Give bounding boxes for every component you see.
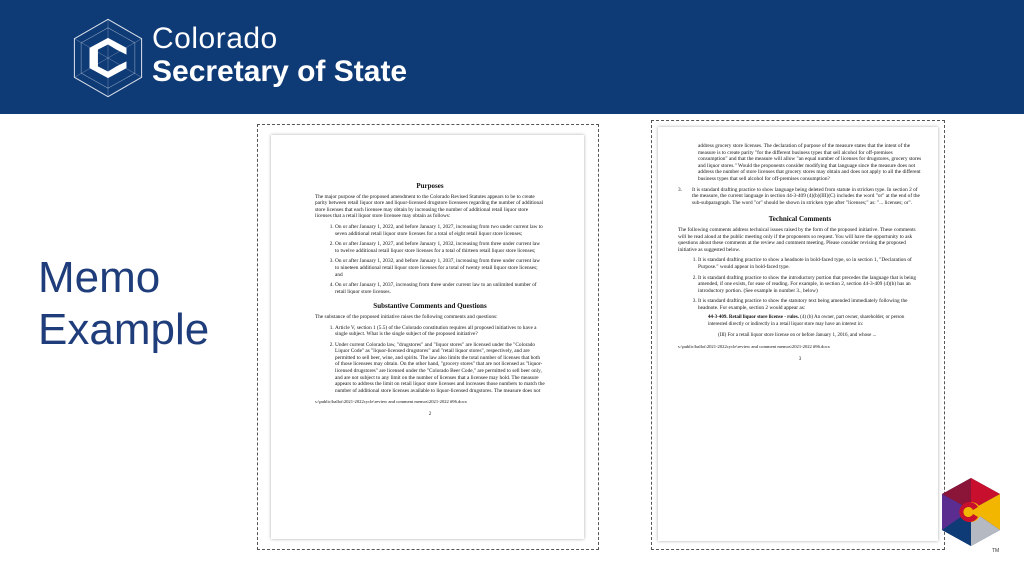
list-item: 1. Article V, section 1 (5.5) of the Colorado constitution requires all proposed initiatives to have a single subject. What is the single subject of the proposed initiative? <box>335 325 545 338</box>
slide-title-line2: Example <box>38 305 210 354</box>
slide-title <box>38 252 209 356</box>
technical-heading: Technical Comments <box>768 215 832 224</box>
purposes-heading: Purposes <box>416 182 444 190</box>
memo-page-2-content <box>315 181 545 419</box>
colorado-state-badge-icon <box>940 476 1002 556</box>
slide-title-line1: Memo <box>38 253 161 302</box>
list-item: 3. On or after January 1, 2032, and before January 1, 2037, increasing from three under current law to nineteen additional retail liquor store licenses for a total of twenty retail liquor store licenses; and <box>335 258 545 278</box>
substantive-heading: Substantive Comments and Questions <box>373 302 487 311</box>
memo-page-3-frame <box>651 120 945 550</box>
purposes-list <box>315 224 545 295</box>
page-footer-path: s:\public\ballot\2021-2022cycle\review and comment memos\2021-2022 #96.docx <box>315 399 467 405</box>
memo-page-3 <box>658 127 938 541</box>
memo-page-3-content <box>678 143 922 363</box>
statute-example <box>678 315 922 328</box>
list-item: 2. Under current Colorado law, "drugstores" and "liquor stores" are licensed under the "Colorado Liquor Code" as "liquor-licensed drugstores" and "retail liquor stores", respectively, and are permitted to sell beer, wine, and spirits. The law also limits the total number of licenses that both of those licensees may obtain. On the other hand, "grocery stores" that are not licensed as "liquor-licensed drugstores" are licensed under the "Colorado Beer Code," are permitted to sell beer only, and are not subject to any limit on the number of licenses that a licensee may hold. The measure appears to address the limit on retail liquor store licenses and increases those numbers to match the number of additional store licenses available to liquor-licensed drugstores. The measure does not <box>335 342 545 395</box>
statute-text: (4) (b) An owner, part owner, shareholder, or person interested directly or indirectly in a retail liquor store may have an interest in: <box>708 315 905 328</box>
item-3-text: It is standard drafting practice to show language being deleted from statute in stricken type. In section 2 of the measure, the current language in section 44-3-409 (4)(b)(III)(C) includes the word "or" at the end of the sub-subparagraph. The word "or" should be shown in stricken type after "licenses;" as: "... licenses; or". <box>692 186 920 206</box>
statute-headnote: 44-3-409. Retail liquor store license - rules. <box>708 315 799 321</box>
colorado-c-logo-icon <box>66 16 150 100</box>
purposes-intro: The major purpose of the proposed amendment to the Colorado Revised Statutes appears to be to create parity between retail liquor store and liquor-licensed drugstore licensees regarding the number of additional store licenses that each licensee may obtain by increasing the number of additional retail liquor store licenses that a retail liquor store licensee may obtain as follows: <box>315 193 544 220</box>
list-item: 1. It is standard drafting practice to show a headnote in bold-faced type, so in section 1, "Declaration of Purpose." would appear in bold-faced type. <box>698 257 922 270</box>
page-number: 2 <box>428 412 432 418</box>
list-item: 3. It is standard drafting practice to show the statutory text being amended immediately following the headnote. For example, section 2 would appear as: <box>698 298 922 311</box>
item-3-number: 3. <box>678 186 682 193</box>
brand-name-secretary-of-state: Secretary of State <box>152 55 408 88</box>
list-item: 1. On or after January 1, 2022, and before January 1, 2027, increasing from two under current law to seven additional retail liquor store licenses for a total of eight retail liquor store licenses; <box>335 224 545 237</box>
list-item: 4. On or after January 1, 2037, increasing from three under current law to an unlimited number of retail liquor store licenses. <box>335 282 545 295</box>
page-number: 3 <box>798 356 802 362</box>
trademark-mark: TM <box>992 548 1000 554</box>
brand-name-colorado: Colorado <box>152 22 278 55</box>
memo-page-2-frame <box>257 124 599 550</box>
technical-list <box>678 257 922 311</box>
list-item: 2. On or after January 1, 2027, and before January 1, 2032, increasing from three under current law to twelve additional retail liquor store licenses for a total of thirteen retail liquor store licenses; <box>335 241 545 254</box>
continuation-paragraph: address grocery store licenses. The declaration of purpose of the measure states that the intent of the measure is to create parity "for the different business types that sell alcohol for off-premises consumption" and that the measure will allow "an equal number of licenses for drugstores, grocery stores and liquor stores." Would the proponents consider modifying that language since the measure does not address the number of store licenses that grocery stores may obtain and does not apply to all the different business types that sell alcohol for off-premises consumption? <box>698 143 922 182</box>
memo-page-2 <box>271 135 584 539</box>
header-banner <box>0 0 1024 114</box>
list-item: 2. It is standard drafting practice to show the introductory portion that precedes the language that is being amended, if one exists, for ease of reading. For example, in section 2, section 44-3-409 (4)(b) has an introductory portion. (See example in number 3., below) <box>698 275 922 295</box>
substantive-intro: The substance of the proposed initiative raises the following comments and questions: <box>315 313 498 320</box>
statute-subsection: (III) For a retail liquor store license on or before January 1, 2016, and whose ... <box>718 332 877 338</box>
substantive-list <box>315 325 545 395</box>
item-3 <box>678 187 922 207</box>
technical-intro: The following comments address technical issues raised by the form of the proposed initiative. These comments will be read aloud at the public meeting only if the proponents so request. You will have the opportunity to ask questions about these comments at the review and comment meeting. Please consider revising the proposed initiative as suggested below. <box>678 226 916 253</box>
page-footer-path: s:\public\ballot\2021-2022cycle\review and comment memos\2021-2022 #96.docx <box>678 344 830 350</box>
